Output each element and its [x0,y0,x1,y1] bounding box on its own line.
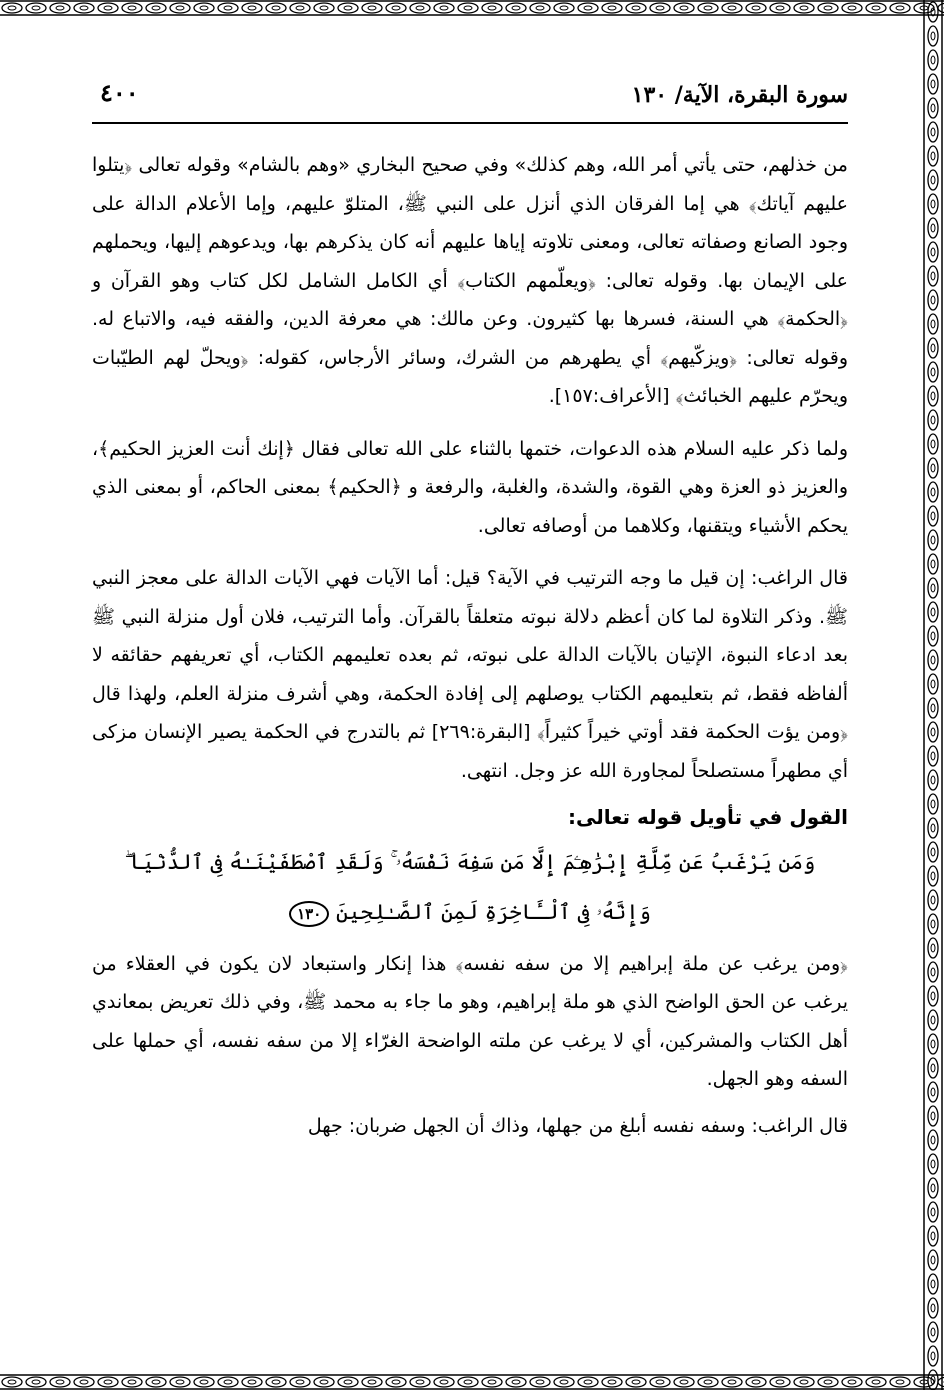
page-body [92,146,848,1145]
text-line: قال الراغب: وسفه نفسه أبلغ من جهلها، وذاك أن الجهل ضربان: جهل [307,1114,848,1137]
text-line: له. وقوله تعالى: ﴿ويزكّيهم﴾ أي يطهرهم من الشرك، وسائر الأرجاس، كقوله: [92,308,848,369]
header-surah-title: سورة البقرة، الآية/ ١٣٠ [631,82,848,108]
text-line: وأما الترتيب، فلان أول منزلة النبي ﷺ بعد ادعاء النبوة، الإتيان بالآيات الدالة على [92,605,849,666]
text-line: نبوته، ثم بعده تعليمهم الكتاب، أي تعريفهم حقائقه لا ألفاظه فقط، ثم بتعليمهم [92,644,848,705]
verse-line-2-text: وَإِنَّهُۥ فِى ٱلْـَٔاخِرَةِ لَمِنَ ٱلصَّـٰلِحِينَ [335,899,651,924]
text-line: تعالى: ﴿ويعلّمهم الكتاب﴾ أي الكامل الشامل لكل كتاب وهو القرآن و ﴿الحكمة﴾ [92,269,848,330]
bottom-border-ornament [0,1374,944,1390]
paragraph-3 [92,559,848,790]
text-line: ﴿ومن يرغب عن ملة إبراهيم إلا من سفه نفسه﴾ هذا إنكار واستبعاد لان يكون [219,952,848,975]
running-header [92,68,848,116]
text-line: في العقلاء من يرغب عن الحق الواضح الذي هو ملة إبراهيم، وهو ما جاء به محمد [92,952,848,1013]
text-line: أنت العزيز الحكيم﴾، والعزيز ذو العزة وهي القوة، والشدة، والغلبة، والرفعة و [92,437,848,498]
text-line: من خذلهم، حتى يأتي أمر الله، وهم كذلك» وفي صحيح البخاري «وهم بالشام» [237,154,848,176]
text-line: ﴿ويحلّ لهم الطيّبات ويحرّم عليهم الخبائث﴾ [الأعراف:١٥٧]. [92,346,848,407]
quran-verse [92,837,848,937]
text-line: هي السنة، فسرها بها كثيرون. وعن مالك: هي معرفة الدين، والفقه فيه، والاتباع [122,308,769,330]
text-line: أوصافه تعالى. [477,514,588,537]
paragraph-1 [92,146,848,416]
text-line: ولما ذكر عليه السلام هذه الدعوات، ختمها بالثناء على الله تعالى فقال ﴿إنك [257,437,849,460]
text-line: الكتاب يوصلهم إلى إفادة الحكمة، وهي أشرف منزلة العلم، ولهذا قال ﴿ومن يؤت [92,682,849,743]
book-page [92,68,848,1358]
section-heading: القول في تأويل قوله تعالى: [568,805,848,829]
header-rule [92,122,848,124]
text-line: قال الراغب: إن قيل ما وجه الترتيب في الآية؟ قيل: أما الآيات فهي الآيات [274,567,848,589]
text-line: ﴿الحكيم﴾ بمعنى الحاكم، أو بمعنى الذي يحكم الأشياء ويتقنها، وكلاهما من [92,476,848,537]
paragraph-4 [92,945,848,1099]
verse-line-1: وَمَن يَرْغَبُ عَن مِّلَّةِ إِبْرَٰهِـۧمَ إِلَّا مَن سَفِهَ نَفْسَهُۥ ۚ وَلَقَدِ ٱصْطَفَيْنَـٰهُ فِى ٱلدُّنْيَا ۖ [124,849,816,874]
verse-line-2 [92,887,848,937]
ayah-number-marker: ١٣٠ [289,901,329,927]
text-line: عليهم، وإما الأعلام الدالة على وجود الصانع وصفاته تعالى، ومعنى تلاوته إياها [92,192,848,253]
text-line: عليهم أنه كان يذكرهم بها، ويدعوهم إليها، ويحملهم على الإيمان بها. وقوله [92,231,848,292]
paragraph-5 [92,1107,848,1146]
text-line: الدالة على معجز النبي ﷺ. وذكر التلاوة لما كان أعظم دلالة نبوته متعلقاً بالقرآن. [92,567,849,628]
text-line: الحكمة فقد أوتي خيراً كثيراً﴾ [البقرة:٢٦٩] ثم بالتدرج في الحكمة يصير [208,721,761,743]
paragraph-2 [92,430,848,546]
text-line: وقوله تعالى ﴿يتلوا عليهم آياتك﴾ هي إما الفرقان الذي أنزل على النبي ﷺ، المتلوّ [92,154,848,215]
text-line: الواضحة الغرّاء إلا من سفه نفسه، أي حملها على السفه وهو الجهل. [92,1029,848,1090]
right-border-ornament [922,0,944,1390]
text-line: الإنسان مزكى أي مطهراً مستصلحاً لمجاورة الله عز وجل. انتهى. [92,721,848,782]
page-number: ٤٠٠ [100,78,139,107]
text-line: ﷺ، وفي ذلك تعريض بمعاندي أهل الكتاب والمشركين، أي لا يرغب عن ملته [92,991,848,1052]
top-border-ornament [0,0,944,16]
